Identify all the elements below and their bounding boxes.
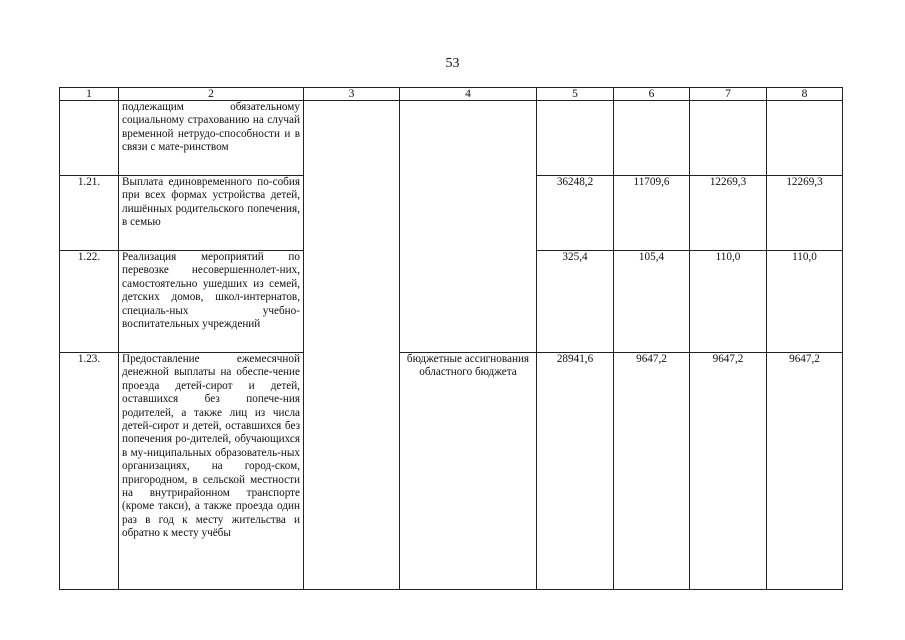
- row-value-7: 110,0: [690, 251, 767, 353]
- row-description: Реализация мероприятий по перевозке несовершеннолет-них, самостоятельно ушедших из семей, детских домов, школ-интернатов, специаль-ных учебно-воспитательных учреждений: [119, 251, 304, 353]
- header-cell-5: 5: [537, 88, 614, 101]
- row-value-6: 9647,2: [614, 353, 690, 590]
- row-value-8: [767, 101, 843, 176]
- row-value-8: 12269,3: [767, 176, 843, 251]
- row-value-8: 110,0: [767, 251, 843, 353]
- table-header-row: [60, 88, 843, 101]
- row-value-8: 9647,2: [767, 353, 843, 590]
- row-value-5: [537, 101, 614, 176]
- row-number: 1.23.: [60, 353, 119, 590]
- row-source: [400, 101, 537, 353]
- row-value-5: 325,4: [537, 251, 614, 353]
- table-row: [60, 101, 843, 176]
- header-cell-7: 7: [690, 88, 767, 101]
- row-value-7: [690, 101, 767, 176]
- row-value-7: 12269,3: [690, 176, 767, 251]
- row-number: 1.22.: [60, 251, 119, 353]
- row-source: бюджетные ассигнования областного бюджета: [400, 353, 537, 590]
- row-value-5: 28941,6: [537, 353, 614, 590]
- header-cell-6: 6: [614, 88, 690, 101]
- row-value-6: 105,4: [614, 251, 690, 353]
- header-cell-1: 1: [60, 88, 119, 101]
- row-number: [60, 101, 119, 176]
- column-3-merged-cell: [304, 101, 400, 590]
- row-value-7: 9647,2: [690, 353, 767, 590]
- header-cell-4: 4: [400, 88, 537, 101]
- row-value-5: 36248,2: [537, 176, 614, 251]
- header-cell-8: 8: [767, 88, 843, 101]
- page-number: 53: [445, 56, 460, 71]
- header-cell-2: 2: [119, 88, 304, 101]
- row-value-6: 11709,6: [614, 176, 690, 251]
- budget-table: [59, 87, 843, 590]
- row-value-6: [614, 101, 690, 176]
- row-description: Выплата единовременного по-собия при всех формах устройства детей, лишённых родительского попечения, в семью: [119, 176, 304, 251]
- row-number: 1.21.: [60, 176, 119, 251]
- row-description: подлежащим обязательному социальному страхованию на случай временной нетрудо-способности и в связи с мате-ринством: [119, 101, 304, 176]
- header-cell-3: 3: [304, 88, 400, 101]
- table-row: [60, 353, 843, 590]
- row-description: Предоставление ежемесячной денежной выплаты на обеспе-чение проезда детей-сирот и детей, оставшихся без попече-ния родителей, а также лиц из числа детей-сирот и детей, оставшихся без попечения ро-дителей, обучающихся в му-ниципальных образователь-ных организациях, на город-ском, пригородном, в сельской местности на внутрирайонном транспорте (кроме такси), а также проезда один раз в год к месту жительства и обратно к месту учёбы: [119, 353, 304, 590]
